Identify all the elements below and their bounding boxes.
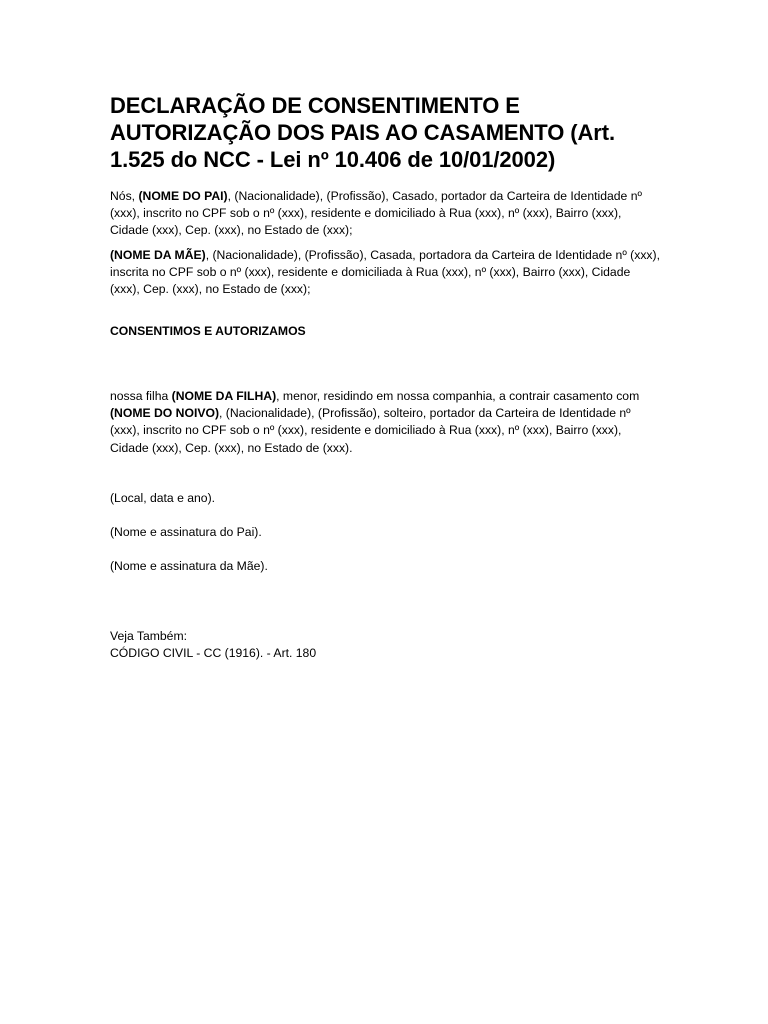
daughter-paragraph-text: , (Nacionalidade), (Profissão), solteiro, portador da Carteira de Identidade nº (xxx), inscrito no CPF sob o nº (xxx), residente e domiciliado à Rua (xxx), nº (xxx), Bairro (xxx), Cidade (xxx), Cep. (xxx), no Estado de (xxx). [110,406,631,455]
daughter-paragraph-prefix: nossa filha [110,389,172,403]
daughter-paragraph [110,388,662,457]
consent-heading: CONSENTIMOS E AUTORIZAMOS [110,324,306,338]
mother-signature-line: (Nome e assinatura da Mãe). [110,559,268,573]
groom-name-placeholder: (NOME DO NOIVO) [110,406,220,421]
father-name-placeholder: (NOME DO PAI) [138,189,228,203]
local-date-line: (Local, data e ano). [110,491,216,505]
mother-paragraph [110,247,662,299]
see-also-reference: CÓDIGO CIVIL - CC (1916). - Art. 180 [110,646,317,660]
father-signature-line: (Nome e assinatura do Pai). [110,525,262,539]
see-also-label: Veja Também: [110,629,188,643]
mother-name-placeholder: (NOME DA MÃE) [110,248,206,262]
document-title: DECLARAÇÃO DE CONSENTIMENTO E AUTORIZAÇÃO DOS PAIS AO CASAMENTO (Art. 1.525 do NCC - Lei nº 10.406 de 10/01/2002) [110,93,615,172]
father-paragraph-text: , (Nacionalidade), (Profissão), Casado, portador da Carteira de Identidade nº (xxx), inscrito no CPF sob o nº (xxx), residente e domiciliado à Rua (xxx), nº (xxx), Bairro (xxx), Cidade (xxx), Cep. (xxx), no Estado de (xxx); [110,189,642,238]
mother-paragraph-text: , (Nacionalidade), (Profissão), Casada, portadora da Carteira de Identidade nº (xxx), inscrita no CPF sob o nº (xxx), residente e domiciliada à Rua (xxx), nº (xxx), Bairro (xxx), Cidade (xxx), Cep. (xxx), no Estado de (xxx); [110,248,660,297]
father-paragraph [110,188,662,240]
daughter-name-placeholder: (NOME DA FILHA) [171,389,277,403]
father-paragraph-prefix: Nós, [110,189,139,203]
daughter-paragraph-middle: , menor, residindo em nossa companhia, a contrair casamento com [276,389,640,403]
